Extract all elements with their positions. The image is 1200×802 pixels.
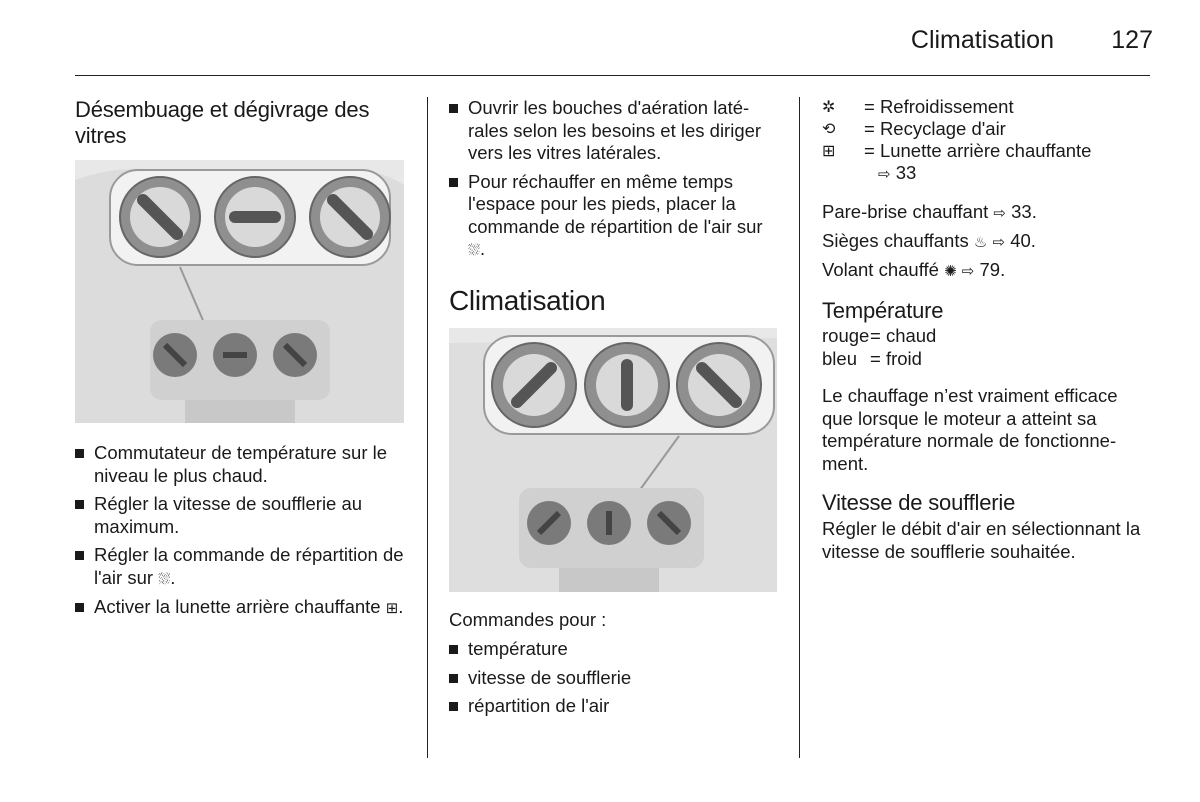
snowflake-icon: ✲ [822,97,836,116]
symbol-legend [822,96,1152,185]
list-item: Commutateur de température sur le niveau le plus chaud. [75,442,405,487]
defog-steps-list [75,442,405,626]
defrost-windshield-icon: ⛆ [158,569,171,588]
temp-row: rouge= chaud [822,325,937,346]
rear-window-heating-icon: ⊞ [822,141,836,160]
section-heading-defog: Désembuage et dégivrage des vitres [75,97,370,148]
list-item: Activer la lunette arrière chauffante ⊞. [75,596,405,620]
controls-intro: Commandes pour : [449,609,607,630]
temperature-legend [822,325,936,370]
steering-wheel-heating-icon: ✺ [944,262,957,280]
page-number: 127 [1111,26,1153,54]
ac-controls-illustration [449,328,777,592]
subheading-fan-speed: Vitesse de soufflerie [822,490,1016,515]
page-ref-arrow-icon: ⇨ [992,233,1006,251]
header-rule [75,75,1150,76]
legend-reference[interactable]: ⇨ 33 [878,162,917,183]
section-heading-climatisation: Climatisation [449,285,606,316]
rear-window-heating-icon: ⊞ [385,599,399,617]
page-ref-arrow-icon: ⇨ [961,262,975,280]
legend-row: ⟲ = Recyclage d'air [822,118,1006,139]
legend-row: ⊞ = Lunette arrière chauffante [822,140,1092,161]
cross-reference[interactable]: Volant chauffé ✺ ⇨ 79. [822,259,1005,283]
cross-reference[interactable]: Pare-brise chauffant ⇨ 33. [822,201,1037,225]
column-divider [799,97,800,758]
list-item: vitesse de soufflerie [449,667,769,690]
list-item: Ouvrir les bouches d'aération latérales selon les besoins et les diriger vers les vitres latérales. [449,97,764,165]
page-ref-arrow-icon: ⇨ [993,204,1006,222]
temperature-note: Le chauffage n’est vraiment efficace que lorsque le moteur a atteint sa température normale de fonctionnement. [822,385,1118,474]
hvac-controls-illustration [75,160,404,423]
column-divider [427,97,428,758]
subheading-temperature: Température [822,298,944,323]
temp-row: bleu = froid [822,347,922,369]
fan-speed-text: Régler le débit d'air en sélectionnant la vitesse de soufflerie souhaitée. [822,518,1141,562]
air-recirculation-icon: ⟲ [822,119,836,138]
cross-reference[interactable]: Sièges chauffants ♨ ⇨ 40. [822,230,1036,254]
legend-row: ✲ = Refroidissement [822,96,1014,117]
defrost-footwell-icon: ⛆ [468,241,481,259]
page-ref-arrow-icon: ⇨ [878,165,891,183]
vent-steps-list [449,97,764,268]
list-item: température [449,638,769,661]
list-item: Régler la commande de répartition de l'air sur ⛆. [75,544,405,590]
seat-heating-icon: ♨ [973,233,988,251]
running-header-title: Climatisation [910,26,1054,54]
list-item: Pour réchauffer en même temps l'espace pour les pieds, placer la commande de répartition de l'air sur ⛆. [449,171,764,262]
list-item: Régler la vitesse de soufflerie au maximum. [75,493,405,538]
list-item: répartition de l'air [449,695,769,718]
controls-list [449,638,769,724]
